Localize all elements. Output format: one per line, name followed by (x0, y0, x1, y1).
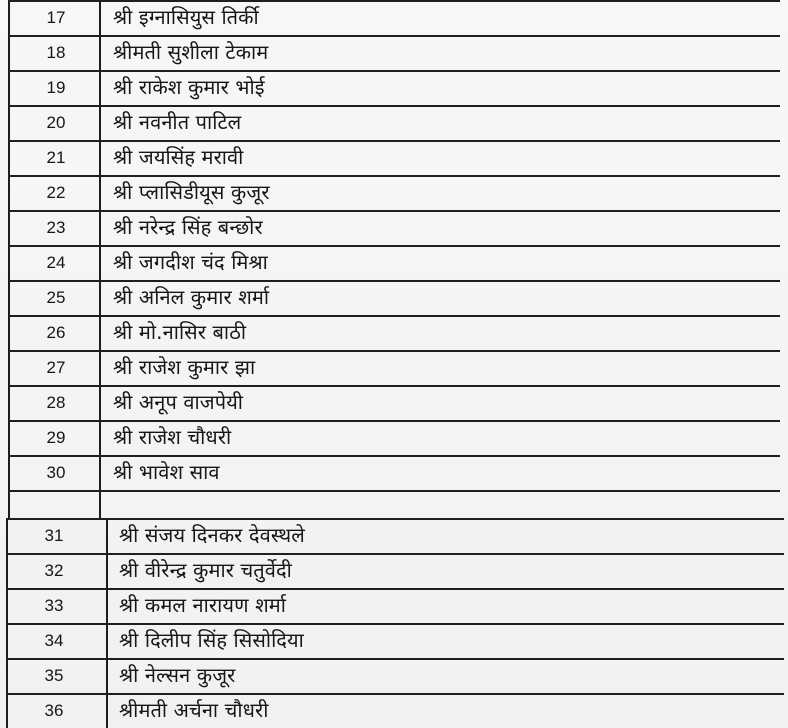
row-number: 21 (46, 148, 66, 167)
member-name: श्रीमती सुशीला टेकाम (113, 40, 269, 64)
member-name: श्री नरेन्द्र सिंह बन्छोर (113, 215, 263, 239)
row-number: 20 (46, 113, 66, 132)
member-name: श्री अनिल कुमार शर्मा (113, 285, 270, 309)
row-number: 23 (46, 218, 66, 237)
row-number: 29 (46, 428, 66, 447)
row-number: 17 (46, 8, 66, 27)
row-number: 35 (44, 666, 64, 685)
table-row (0, 280, 788, 315)
row-number: 30 (46, 463, 66, 482)
row-number: 34 (44, 631, 64, 650)
row-number: 36 (44, 701, 64, 720)
row-number: 33 (44, 596, 64, 615)
row-number: 32 (44, 561, 64, 580)
table-row (0, 140, 788, 175)
row-separator (8, 490, 780, 492)
table-row (0, 588, 788, 623)
member-name: श्री वीरेन्द्र कुमार चतुर्वेदी (119, 558, 292, 582)
member-name: श्री दिलीप सिंह सिसोदिया (119, 628, 304, 652)
table-row (0, 105, 788, 140)
member-name: श्री राजेश कुमार झा (113, 355, 256, 379)
table-row (0, 385, 788, 420)
table-row (0, 210, 788, 245)
member-name: श्री नेल्सन कुजूर (119, 663, 236, 687)
table-row (0, 693, 788, 728)
member-name: श्री अनूप वाजपेयी (113, 390, 244, 414)
row-number: 22 (46, 183, 66, 202)
row-number: 31 (44, 526, 64, 545)
table-row (0, 518, 788, 553)
table-row (0, 315, 788, 350)
table-row (0, 350, 788, 385)
member-name: श्री नवनीत पाटिल (113, 110, 242, 134)
member-name: श्री मो.नासिर बाठी (113, 320, 247, 344)
member-name: श्री भावेश साव (113, 460, 220, 484)
row-number: 25 (46, 288, 66, 307)
member-name: श्री राजेश चौधरी (113, 425, 232, 449)
table-row (0, 455, 788, 490)
table-row (0, 658, 788, 693)
row-number: 26 (46, 323, 66, 342)
row-number: 28 (46, 393, 66, 412)
member-name: श्री संजय दिनकर देवस्थले (119, 523, 305, 547)
row-number: 24 (46, 253, 66, 272)
member-name: श्रीमती अर्चना चौधरी (119, 698, 269, 722)
table-row (0, 245, 788, 280)
member-name: श्री राकेश कुमार भोई (113, 75, 265, 99)
table-row (0, 623, 788, 658)
table-row (0, 0, 788, 35)
table-row (0, 420, 788, 455)
member-name: श्री प्लासिडीयूस कुजूर (113, 180, 270, 204)
table-row (0, 175, 788, 210)
table-row (0, 553, 788, 588)
table-row (0, 35, 788, 70)
row-number: 18 (46, 43, 66, 62)
member-name: श्री इग्नासियुस तिर्की (113, 5, 259, 29)
member-name: श्री जगदीश चंद मिश्रा (113, 250, 268, 274)
member-name: श्री कमल नारायण शर्मा (119, 593, 287, 617)
member-name: श्री जयसिंह मरावी (113, 145, 244, 169)
row-number: 27 (46, 358, 66, 377)
row-number: 19 (46, 78, 66, 97)
table-row (0, 70, 788, 105)
